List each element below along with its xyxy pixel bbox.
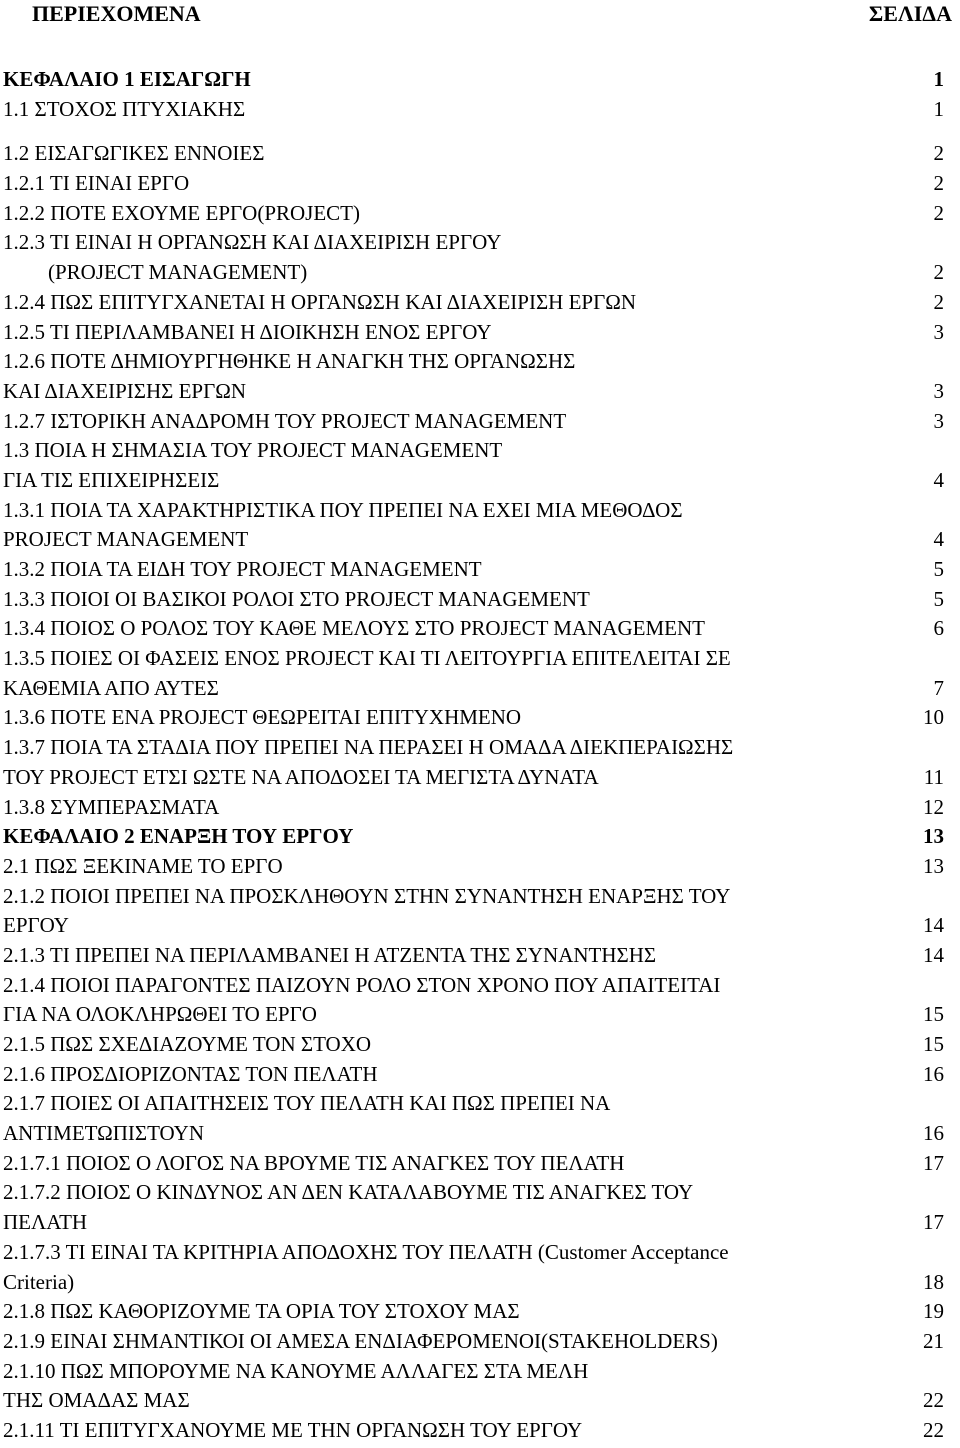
toc-entry-page: 6 [933, 616, 944, 641]
toc-entry-title: ΓΙΑ ΤΙΣ ΕΠΙΧΕΙΡΗΣΕΙΣ [3, 467, 220, 492]
table-of-contents [0, 65, 960, 1446]
toc-entry-page: 16 [923, 1061, 944, 1086]
toc-entry-page: 18 [923, 1269, 944, 1294]
toc-entry-page: 13 [923, 853, 944, 878]
toc-entry-title: 1.3.8 ΣΥΜΠΕΡΑΣΜΑΤΑ [3, 794, 220, 819]
toc-entry-title: 1.3.2 ΠΟΙΑ ΤΑ ΕΙΔΗ ΤΟΥ PROJECT MANAGEMENT [3, 557, 482, 581]
toc-entry-title: 2.1.11 ΤΙ ΕΠΙΤΥΓΧΑΝΟΥΜΕ ΜΕ ΤΗΝ ΟΡΓΑΝΩΣΗ ΤΟΥ ΕΡΓΟΥ [3, 1417, 583, 1442]
toc-entry [0, 466, 960, 496]
toc-entry-title: ΑΝΤΙΜΕΤΩΠΙΣΤΟΥΝ [3, 1121, 204, 1146]
toc-entry-title: 2.1.7.1 ΠΟΙΟΣ Ο ΛΟΓΟΣ ΝΑ ΒΡΟΥΜΕ ΤΙΣ ΑΝΑΓΚΕΣ ΤΟΥ ΠΕΛΑΤΗ [3, 1150, 625, 1175]
toc-entry-title: 1.3.5 ΠΟΙΕΣ ΟΙ ΦΑΣΕΙΣ ΕΝΟΣ PROJECT ΚΑΙ ΤΙ ΛΕΙΤΟΥΡΓΙΑ ΕΠΙΤΕΛΕΙΤΑΙ ΣΕ [3, 646, 731, 671]
toc-entry [0, 1119, 960, 1149]
toc-entry-title: 2.1.9 ΕΙΝΑΙ ΣΗΜΑΝΤΙΚΟΙ ΟΙ ΑΜΕΣΑ ΕΝΔΙΑΦΕΡΟΜΕΝΟΙ(STAKEHOLDERS) [3, 1328, 718, 1353]
toc-entry-page: 1 [933, 67, 944, 91]
toc-entry-page: 21 [923, 1328, 944, 1353]
toc-entry [0, 555, 960, 585]
toc-entry-title: ΚΑΙ ΔΙΑΧΕΙΡΙΣΗΣ ΕΡΓΩΝ [3, 378, 247, 403]
toc-entry-page: 5 [933, 586, 944, 611]
toc-entry [0, 258, 960, 288]
toc-entry [0, 318, 960, 348]
toc-entry-page: 13 [923, 824, 944, 849]
toc-entry [0, 703, 960, 733]
toc-entry-title: 1.3.3 ΠΟΙΟΙ ΟΙ ΒΑΣΙΚΟΙ ΡΟΛΟΙ ΣΤΟ PROJECT MANAGEMENT [3, 586, 590, 611]
toc-entry-title: 2.1.5 ΠΩΣ ΣΧΕΔΙΑΖΟΥΜΕ ΤΟΝ ΣΤΟΧΟ [3, 1032, 372, 1056]
toc-entry-page: 14 [923, 913, 944, 938]
toc-entry-title: 1.2.3 ΤΙ ΕΙΝΑΙ Η ΟΡΓΑΝΩΣΗ ΚΑΙ ΔΙΑΧΕΙΡΙΣΗ ΕΡΓΟΥ [3, 230, 502, 255]
chapter-entry [0, 65, 960, 95]
toc-entry-page: 14 [923, 942, 944, 967]
toc-entry [0, 525, 960, 555]
toc-entry-title: ΚΑΘΕΜΙΑ ΑΠΟ ΑΥΤΕΣ [3, 675, 219, 700]
toc-entry [0, 1089, 960, 1119]
toc-entry [0, 199, 960, 229]
toc-entry [0, 644, 960, 674]
toc-entry [0, 763, 960, 793]
toc-entry-page: 17 [923, 1150, 944, 1175]
toc-entry-title: 2.1.2 ΠΟΙΟΙ ΠΡΕΠΕΙ ΝΑ ΠΡΟΣΚΛΗΘΟΥΝ ΣΤΗΝ ΣΥΝΑΝΤΗΣΗ ΕΝΑΡΞΗΣ ΤΟΥ [3, 883, 731, 908]
toc-entry-page: 15 [923, 1032, 944, 1056]
toc-entry [0, 1357, 960, 1387]
toc-entry-title: ΕΡΓΟΥ [3, 913, 69, 938]
toc-entry-title: (PROJECT MANAGEMENT) [48, 260, 308, 285]
toc-entry-title: 1.3 ΠΟΙΑ Η ΣΗΜΑΣΙΑ ΤΟΥ PROJECT MANAGEMENT [3, 438, 503, 463]
toc-entry [0, 1416, 960, 1446]
toc-heading: ΠΕΡΙΕΧΟΜΕΝΑ [32, 1, 201, 26]
toc-entry-title: 1.3.1 ΠΟΙΑ ΤΑ ΧΑΡΑΚΤΗΡΙΣΤΙΚΑ ΠΟΥ ΠΡΕΠΕΙ ΝΑ ΕΧΕΙ ΜΙΑ ΜΕΘΟΔΟΣ [3, 497, 683, 522]
toc-entry-page: 4 [933, 467, 944, 492]
toc-entry [0, 1297, 960, 1327]
toc-entry [0, 347, 960, 377]
toc-entry-page: 10 [923, 705, 944, 730]
toc-entry [0, 614, 960, 644]
page-column-heading: ΣΕΛΙΔΑ [868, 1, 952, 26]
toc-entry [0, 95, 960, 125]
toc-entry-title: 2.1.6 ΠΡΟΣΔΙΟΡΙΖΟΝΤΑΣ ΤΟΝ ΠΕΛΑΤΗ [3, 1061, 378, 1086]
toc-entry-page: 11 [923, 764, 944, 789]
toc-entry [0, 496, 960, 526]
toc-entry-title: 2.1.7 ΠΟΙΕΣ ΟΙ ΑΠΑΙΤΗΣΕΙΣ ΤΟΥ ΠΕΛΑΤΗ ΚΑΙ ΠΩΣ ΠΡΕΠΕΙ ΝΑ [3, 1091, 611, 1116]
toc-entry-title: ΚΕΦΑΛΑΙΟ 2 ΕΝΑΡΞΗ ΤΟΥ ΕΡΓΟΥ [3, 824, 354, 849]
toc-entry-title: 1.2.2 ΠΟΤΕ ΕΧΟΥΜΕ ΕΡΓΟ(PROJECT) [3, 200, 360, 225]
toc-entry [0, 407, 960, 437]
toc-entry [0, 852, 960, 882]
toc-entry [0, 288, 960, 318]
toc-entry-title: 1.2.7 ΙΣΤΟΡΙΚΗ ΑΝΑΔΡΟΜΗ ΤΟΥ PROJECT MANAGEMENT [3, 408, 567, 433]
toc-entry-title: 2.1 ΠΩΣ ΞΕΚΙΝΑΜΕ ΤΟ ΕΡΓΟ [3, 853, 283, 878]
toc-entry [0, 882, 960, 912]
toc-entry [0, 169, 960, 199]
toc-entry-page: 22 [923, 1388, 944, 1413]
toc-entry-page: 4 [933, 527, 944, 552]
toc-entry-title: 2.1.8 ΠΩΣ ΚΑΘΟΡΙΖΟΥΜΕ ΤΑ ΟΡΙΑ ΤΟΥ ΣΤΟΧΟΥ ΜΑΣ [3, 1299, 520, 1324]
toc-entry [0, 436, 960, 466]
toc-entry-page: 12 [923, 794, 944, 819]
toc-entry-title: ΤΟΥ PROJECT ΕΤΣΙ ΩΣΤΕ ΝΑ ΑΠΟΔΟΣΕΙ ΤΑ ΜΕΓΙΣΤΑ ΔΥΝΑΤΑ [3, 764, 599, 789]
toc-entry [0, 1000, 960, 1030]
toc-entry-title: 1.1 ΣΤΟΧΟΣ ΠΤΥΧΙΑΚΗΣ [3, 96, 246, 121]
toc-entry-title: 1.3.7 ΠΟΙΑ ΤΑ ΣΤΑΔΙΑ ΠΟΥ ΠΡΕΠΕΙ ΝΑ ΠΕΡΑΣΕΙ Η ΟΜΑΔΑ ΔΙΕΚΠΕΡΑΙΩΣΗΣ [3, 735, 734, 760]
toc-entry-title: 2.1.10 ΠΩΣ ΜΠΟΡΟΥΜΕ ΝΑ ΚΑΝΟΥΜΕ ΑΛΛΑΓΕΣ ΣΤΑ ΜΕΛΗ [3, 1358, 589, 1383]
toc-entry-page: 16 [923, 1121, 944, 1146]
toc-entry-title: 2.1.7.3 ΤΙ ΕΙΝΑΙ ΤΑ ΚΡΙΤΗΡΙΑ ΑΠΟΔΟΧΗΣ ΤΟΥ ΠΕΛΑΤΗ (Customer Acceptance [3, 1239, 729, 1264]
toc-entry-title: 2.1.7.2 ΠΟΙΟΣ Ο ΚΙΝΔΥΝΟΣ ΑΝ ΔΕΝ ΚΑΤΑΛΑΒΟΥΜΕ ΤΙΣ ΑΝΑΓΚΕΣ ΤΟΥ [3, 1180, 694, 1205]
toc-entry-title: ΚΕΦΑΛΑΙΟ 1 ΕΙΣΑΓΩΓΗ [3, 67, 251, 91]
toc-entry [0, 971, 960, 1001]
toc-entry-title: 1.3.4 ΠΟΙΟΣ Ο ΡΟΛΟΣ ΤΟΥ ΚΑΘΕ ΜΕΛΟΥΣ ΣΤΟ PROJECT MANAGEMENT [3, 616, 705, 641]
toc-entry-page: 3 [933, 408, 944, 433]
toc-entry-page: 15 [923, 1002, 944, 1027]
toc-entry-page: 2 [933, 260, 944, 285]
toc-entry-title: 1.2.1 ΤΙ ΕΙΝΑΙ ΕΡΓΟ [3, 171, 190, 196]
toc-entry-title: ΤΗΣ ΟΜΑΔΑΣ ΜΑΣ [3, 1388, 190, 1413]
toc-entry [0, 377, 960, 407]
toc-entry-page: 2 [933, 141, 944, 166]
toc-entry-title: ΠΕΛΑΤΗ [3, 1210, 88, 1235]
toc-entry [0, 1060, 960, 1090]
toc-entry-title: PROJECT MANAGEMENT [3, 527, 249, 552]
toc-entry-page: 1 [933, 96, 944, 121]
toc-entry [0, 674, 960, 704]
toc-entry-title: 1.2.5 ΤΙ ΠΕΡΙΛΑΜΒΑΝΕΙ Η ΔΙΟΙΚΗΣΗ ΕΝΟΣ ΕΡΓΟΥ [3, 319, 492, 344]
toc-entry-title: 1.2.4 ΠΩΣ ΕΠΙΤΥΓΧΑΝΕΤΑΙ Η ΟΡΓΑΝΩΣΗ ΚΑΙ ΔΙΑΧΕΙΡΙΣΗ ΕΡΓΩΝ [3, 289, 637, 314]
toc-entry-page: 7 [933, 675, 944, 700]
toc-entry [0, 228, 960, 258]
toc-entry-title: ΓΙΑ ΝΑ ΟΛΟΚΛΗΡΩΘΕΙ ΤΟ ΕΡΓΟ [3, 1002, 317, 1027]
toc-entry-page: 3 [933, 378, 944, 403]
toc-entry [0, 1327, 960, 1357]
toc-entry-page: 19 [923, 1299, 944, 1324]
toc-entry-page: 2 [933, 200, 944, 225]
toc-entry [0, 793, 960, 823]
toc-entry [0, 1208, 960, 1238]
toc-entry [0, 1386, 960, 1416]
toc-entry [0, 139, 960, 169]
toc-entry [0, 941, 960, 971]
toc-entry-page: 2 [933, 289, 944, 314]
toc-entry [0, 585, 960, 615]
chapter-entry [0, 822, 960, 852]
toc-entry [0, 733, 960, 763]
toc-entry-title: Criteria) [3, 1269, 75, 1294]
toc-entry-title: 1.2 ΕΙΣΑΓΩΓΙΚΕΣ ΕΝΝΟΙΕΣ [3, 141, 265, 166]
toc-entry [0, 1268, 960, 1298]
toc-entry [0, 1149, 960, 1179]
toc-entry-page: 5 [933, 557, 944, 581]
toc-entry-page: 3 [933, 319, 944, 344]
toc-entry [0, 911, 960, 941]
toc-entry-title: 2.1.4 ΠΟΙΟΙ ΠΑΡΑΓΟΝΤΕΣ ΠΑΙΖΟΥΝ ΡΟΛΟ ΣΤΟΝ ΧΡΟΝΟ ΠΟΥ ΑΠΑΙΤΕΙΤΑΙ [3, 972, 721, 997]
toc-entry-title: 1.2.6 ΠΟΤΕ ΔΗΜΙΟΥΡΓΗΘΗΚΕ Η ΑΝΑΓΚΗ ΤΗΣ ΟΡΓΑΝΩΣΗΣ [3, 349, 576, 374]
toc-entry-page: 22 [923, 1417, 944, 1442]
toc-entry [0, 1030, 960, 1060]
toc-entry-title: 2.1.3 ΤΙ ΠΡΕΠΕΙ ΝΑ ΠΕΡΙΛΑΜΒΑΝΕΙ Η ΑΤΖΕΝΤΑ ΤΗΣ ΣΥΝΑΝΤΗΣΗΣ [3, 942, 657, 967]
toc-entry-title: 1.3.6 ΠΟΤΕ ΕΝΑ PROJECT ΘΕΩΡΕΙΤΑΙ ΕΠΙΤΥΧΗΜΕΝΟ [3, 705, 522, 730]
toc-entry [0, 1238, 960, 1268]
toc-entry [0, 1178, 960, 1208]
toc-entry-page: 2 [933, 171, 944, 196]
toc-entry-page: 17 [923, 1210, 944, 1235]
